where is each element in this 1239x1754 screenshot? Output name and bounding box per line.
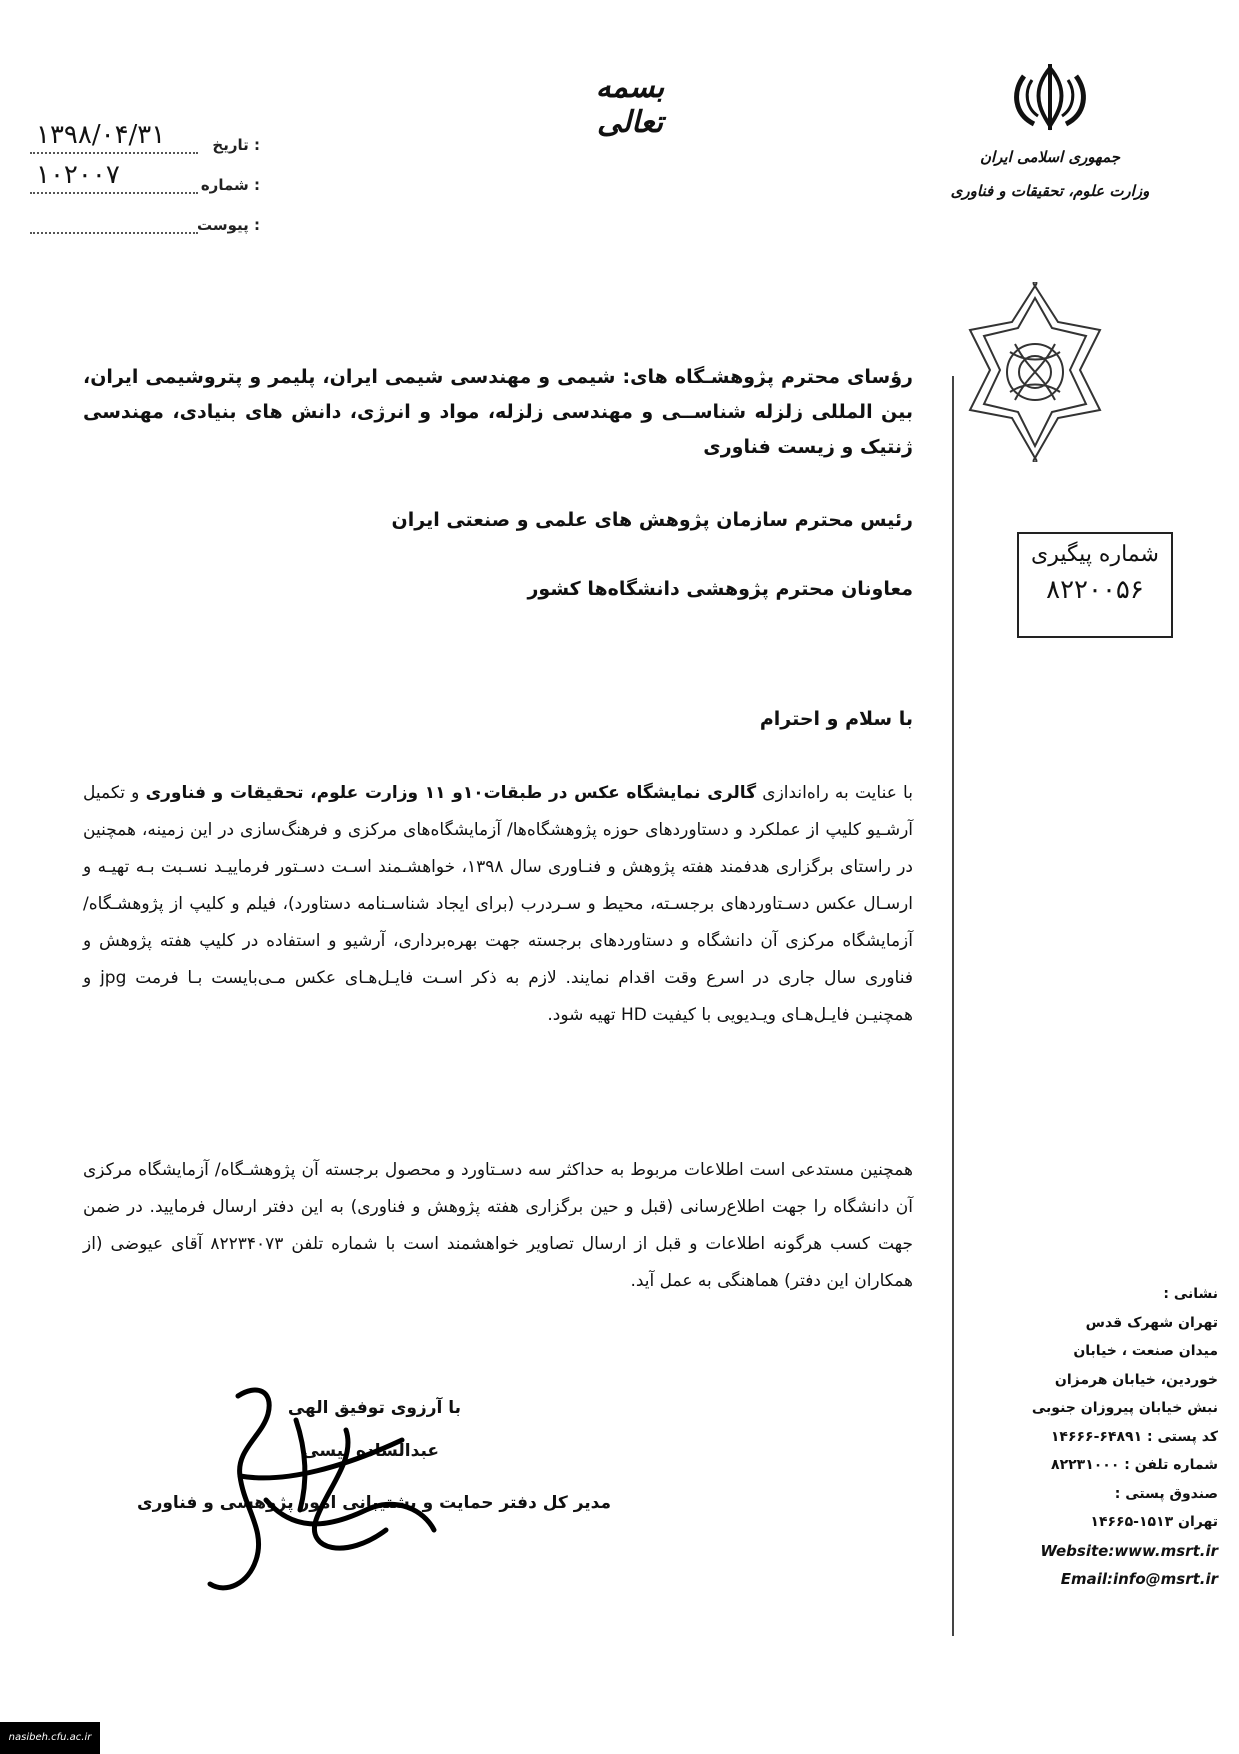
recipient-line-1: رؤسای محترم پژوهشـگاه های: شیمی و مهندسی شیمی ایران، پلیمر و پتروشیمی ایران، بین المللی زلزله شناســی و مهندسی زلزله، مواد و انرژی، دانش های بنیادی، مهندسی ژنتیک و زیست فناوری: [83, 366, 913, 458]
attachment-row: [30, 204, 260, 238]
tracking-label: شماره پیگیری: [1031, 542, 1159, 567]
address-line-3: خوردین، خیابان هرمزان: [1054, 1371, 1218, 1388]
closing-wish: با آرزوی توفیق الهی: [287, 1398, 461, 1418]
recipient-line-3: معاونان محترم پژوهشی دانشگاه‌ها کشور: [527, 578, 913, 600]
address-block: [988, 1280, 1218, 1594]
website-link[interactable]: Website:www.msrt.ir: [1040, 1541, 1218, 1560]
tracking-box: [1017, 532, 1173, 638]
po-box: تهران ۱۵۱۳-۱۴۶۶۵: [1090, 1514, 1218, 1530]
address-line-4: نبش خیابان پیروزان جنوبی: [1031, 1400, 1218, 1416]
iran-emblem-icon: [1010, 62, 1090, 132]
date-value: ۱۳۹۸/۰۴/۳۱: [36, 120, 166, 150]
date-row: [30, 120, 260, 158]
address-line-2: میدان صنعت ، خیابان: [1073, 1343, 1218, 1359]
phone-number: شماره تلفن : ۸۲۲۳۱۰۰۰: [1051, 1457, 1218, 1473]
address-label: نشانی :: [1163, 1286, 1218, 1302]
number-label: شماره :: [200, 176, 260, 194]
paragraph-1-intro: با عنایت به راه‌اندازی: [756, 783, 913, 803]
paragraph-2: همچنین مستدعی است اطلاعات مربوط به حداکثر سه دسـتاورد و محصول برجسته آن پژوهشـگاه/ آزمایشگاه مرکزی آن دانشگاه را جهت اطلاع‌رسانی (قبل و حین برگزاری هفته پژوهش و فناوری) به این دفتر ارسال فرمایید. در ضمن جهت کسب هرگونه اطلاعات و قبل از ارسال تصاویر خواهشمند است با شماره تلفن ۸۲۲۳۴۰۷۳ آقای عیوضی (از همکاران این دفتر) هماهنگی به عمل آید.: [83, 1160, 913, 1291]
margin-divider: [952, 376, 954, 1636]
address-line-1: تهران شهرک قدس: [1085, 1314, 1218, 1331]
attachment-label: پیوست :: [196, 216, 260, 234]
signer-name: عبدالساده نیسی: [302, 1441, 439, 1461]
po-box-label: صندوق پستی :: [1114, 1485, 1218, 1502]
paragraph-1: [83, 775, 913, 1034]
number-row: [30, 160, 260, 198]
email-link[interactable]: Email:info@msrt.ir: [1060, 1570, 1218, 1588]
handwritten-signature: [196, 1380, 446, 1610]
postal-code: کد پستی : ۶۴۸۹۱-۱۴۶۶۶: [1050, 1428, 1218, 1445]
date-label: تاریخ :: [212, 136, 260, 154]
recipient-line-2: رئیس محترم سازمان پژوهش های علمی و صنعتی ایران: [391, 509, 913, 531]
greeting: با سلام و احترام: [759, 708, 913, 730]
ministry-line-1: جمهوری اسلامی ایران: [979, 148, 1121, 166]
ministry-line-2: وزارت علوم، تحقیقات و فناوری: [950, 182, 1150, 200]
signer-title: مدیر کل دفتر حمایت و پشتیبانی امور پژوهشی و فناوری: [136, 1493, 611, 1513]
ministry-name: [950, 140, 1150, 208]
tracking-number: ۸۲۲۰۰۵۶: [1046, 575, 1144, 605]
bismillah-heading: بسمه تعالی: [595, 70, 665, 140]
paragraph-1-rest: و تکمیل آرشـیو کلیپ از عملکرد و دستاوردهای حوزه پژوهشگاه‌ها/ آزمایشگاه‌های مرکزی و فرهنگ‌سازی در این زمینه، همچنین در راستای برگزاری هدفمند هفته پژوهش و فنـاوری سال ۱۳۹۸، خواهشـمند اسـت دسـتور فرماییـد نسـبت بـه تهیـه و ارسـال عکس دسـتاوردهای برجسـته، محیط و سـردرب (برای ایجاد شناسـنامه دستاورد)، فیلم و کلیپ از پژوهشـگاه/ آزمایشگاه مرکزی آن دانشگاه و دستاوردهای برجسته جهت بهره‌برداری، آرشیو و استفاده در کلیپ هفته پژوهش و فناوری سال جاری در اسرع وقت اقدام نمایند. لازم به ذکر اسـت فایـل‌هـای عکس مـی‌بایست بـا فرمت jpg و همچنیـن فایـل‌هـای ویـدیویی با کیفیت HD تهیه شود.: [83, 783, 913, 1025]
number-value: ۱۰۲۰۰۷: [36, 160, 120, 190]
decorative-ornament-icon: [950, 282, 1120, 462]
paragraph-1-emphasis: گالری نمایشگاه عکس در طبقات۱۰و ۱۱ وزارت علوم، تحقیقات و فناوری: [145, 783, 757, 803]
watermark: nasibeh.cfu.ac.ir: [0, 1722, 100, 1754]
